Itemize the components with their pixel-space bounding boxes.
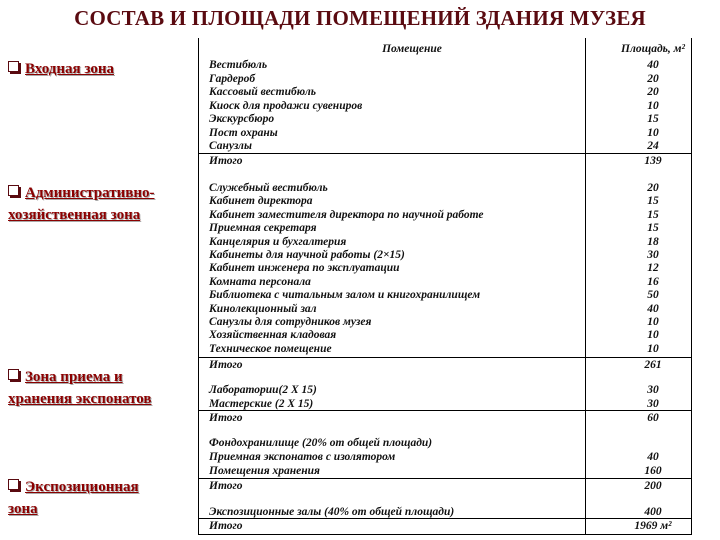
zone-label-text: Экспозиционная [25,479,139,495]
total-row [199,410,691,425]
room-name: Санузлы [209,140,252,152]
room-name: Итого [209,520,243,532]
room-area: 10 [647,316,659,328]
room-area: 30 [647,249,659,261]
room-area: 30 [647,398,659,410]
room-area: 15 [647,208,659,221]
room-name: Приемная секретаря [209,222,317,235]
table-row [199,181,691,195]
room-area: 40 [647,451,659,463]
zone-label [8,58,114,80]
slide-title: СОСТАВ И ПЛОЩАДИ ПОМЕЩЕНИЙ ЗДАНИЯ МУЗЕЯ [74,6,646,30]
zone-label [8,366,152,410]
room-name: Итого [209,412,243,424]
room-area: 200 [644,480,662,492]
room-name: Кабинеты для научной работы (2×15) [209,249,405,261]
room-area: 30 [647,384,659,396]
room-name: Фондохранилище (20% от общей площади) [209,437,433,449]
zone-label [8,476,139,520]
table-row [199,397,691,411]
room-name: Кинолекционный зал [209,302,317,315]
room-name: Кабинет директора [209,195,313,208]
header-area: Площадь, м² [621,43,685,55]
table-row [199,126,691,140]
table-row [199,72,691,86]
room-name: Итого [209,359,243,371]
zone-label-text: Входная зона [25,61,114,77]
room-name: Кабинет инженера по эксплуатации [209,262,400,275]
room-name: Мастерские (2 Х 15) [209,398,314,410]
table-row [199,328,691,342]
table-row [199,99,691,113]
table-row [199,302,691,316]
room-name: Комната персонала [209,275,311,288]
room-name: Лаборатории(2 Х 15) [209,384,317,396]
table-row [199,221,691,235]
room-name: Техническое помещение [209,342,332,355]
room-area: 15 [647,113,659,125]
room-area: 24 [647,140,659,152]
room-name: Кассовый вестибюль [209,86,317,98]
table-row [199,288,691,302]
room-area: 60 [647,412,659,424]
zone-label-text: хранения экспонатов [8,391,152,407]
table-row [199,261,691,275]
room-area: 20 [647,86,659,98]
zone-label-text: хозяйственная зона [8,207,141,223]
header-room: Помещение [382,43,442,55]
room-name: Служебный вестибюль [209,182,328,194]
room-name: Приемная экспонатов с изолятором [209,451,396,463]
table-row [199,315,691,329]
table-row [199,85,691,99]
table-row [199,139,691,153]
room-area: 40 [647,59,659,71]
table-row [199,464,691,478]
room-area: 139 [644,154,662,167]
table-row [199,112,691,126]
room-name: Помещения хранения [209,465,320,477]
room-area: 400 [644,506,662,518]
room-area: 50 [647,289,659,302]
room-area: 20 [647,182,659,194]
room-name: Вестибюль [209,59,268,71]
square-bullet-icon [8,479,19,490]
room-name: Итого [209,480,243,492]
room-area: 15 [647,222,659,235]
room-name: Библиотека с читальным залом и книгохранилищем [209,289,481,302]
table-row [199,450,691,464]
room-area: 10 [647,126,659,139]
zone-label-text: Административно- [25,185,155,201]
zone-label-text: зона [8,501,38,517]
square-bullet-icon [8,185,19,196]
table-row [199,383,691,397]
table-row [199,342,691,356]
room-area: 10 [647,329,659,342]
room-area: 12 [647,262,659,275]
zone-label [8,182,154,226]
room-name: Кабинет заместителя директора по научной работе [209,208,484,221]
table-row [199,235,691,249]
room-name: Экскурсбюро [209,113,275,125]
room-area: 16 [647,275,659,288]
table-row [199,436,691,450]
room-name: Итого [209,154,243,167]
room-area: 18 [647,235,659,248]
table-header [199,42,691,56]
room-name: Гардероб [209,72,256,85]
room-name: Хозяйственная кладовая [209,329,337,342]
room-area: 20 [647,72,659,85]
room-name: Санузлы для сотрудников музея [209,316,372,328]
table-row [199,275,691,289]
table-row [199,208,691,222]
room-area: 10 [647,99,659,112]
total-row [199,357,691,372]
total-row [199,153,691,168]
room-area: 15 [647,195,659,208]
total-row [199,518,691,533]
table-row [199,194,691,208]
square-bullet-icon [8,61,19,72]
zone-label-text: Зона приема и [25,369,123,385]
total-row [199,478,691,493]
room-name: Экспозиционные залы (40% от общей площади) [209,506,455,518]
room-area: 40 [647,302,659,315]
rooms-table [198,38,692,535]
room-area: 1969 м² [634,520,672,532]
room-area: 261 [644,359,662,371]
room-area: 10 [647,342,659,355]
table-row [199,248,691,262]
table-row [199,58,691,72]
room-area: 160 [644,465,662,477]
table-row [199,505,691,519]
square-bullet-icon [8,369,19,380]
room-name: Пост охраны [209,126,278,139]
room-name: Киоск для продажи сувениров [209,99,363,112]
room-name: Канцелярия и бухгалтерия [209,235,347,248]
